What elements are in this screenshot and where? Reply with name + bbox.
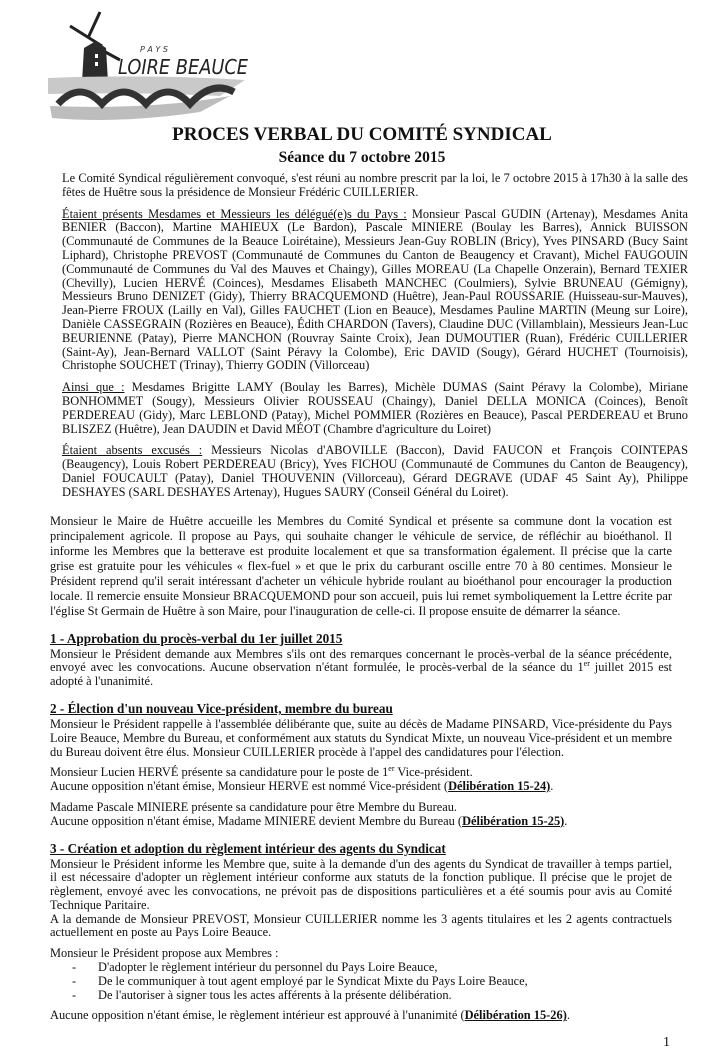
s2-p3-end: . — [564, 813, 568, 828]
section-3 — [50, 841, 672, 1024]
maire-paragraph: Monsieur le Maire de Huêtre accueille les Membres du Comité Syndical et présente sa commune dont la vocation est principalement agricole. Il propose au Pays, qui souhaite changer le véhicule de service, de réfléchir au bioéthanol. Il informe les Membres que la betterave est produite localement et que sa transformation également. Il précise que la carte grise est gratuite pour les véhicules « flex-fuel » et que le prix du carburant oscille entre 70 à 80 centimes. Monsieur le Président reprend qu'il serait intéressant d'acheter un véhicule hybride roulant au bioéthanol pour encourager la production locale. Il remercie ensuite Monsieur BRACQUEMOND pour son accueil, puis lui remet symboliquement la Lettre écrite par l'église St Germain de Huêtre à son Maire, pour l'inauguration de celle-ci. Il propose ensuite de démarrer la séance. — [50, 513, 672, 618]
page-subtitle: Séance du 7 octobre 2015 — [278, 149, 446, 166]
list-item-text: De l'autoriser à signer tous les actes afférents à la présente délibération. — [98, 987, 452, 1002]
list-item — [50, 975, 672, 989]
list-item — [50, 989, 672, 1003]
s1-text-b: juillet 2015 est adopté à l'unanimité. — [50, 660, 672, 689]
section-1 — [50, 631, 672, 689]
s2-p3-b: Aucune opposition n'étant émise, Madame MINIERE devient Membre du Bureau ( — [50, 813, 463, 828]
section-3-p4 — [50, 1009, 672, 1023]
section-2-heading: 2 - Élection d'un nouveau Vice-président, membre du bureau — [50, 700, 393, 716]
pays-loire-beauce-logo — [40, 8, 255, 123]
page-title: PROCES VERBAL DU COMITÉ SYNDICAL — [172, 124, 552, 145]
s2-p2-a: Monsieur Lucien HERVÉ présente sa candidature pour le poste de 1 — [50, 765, 389, 780]
s3-p4-end: . — [566, 1008, 570, 1023]
logo-name-text: LOIRE BEAUCE — [118, 55, 249, 79]
absents-label: Étaient absents excusés : — [62, 443, 203, 458]
presents-label: Étaient présents Mesdames et Messieurs les délégué(e)s du Pays : — [62, 206, 407, 221]
section-1-text — [50, 648, 672, 689]
list-item — [50, 961, 672, 975]
presents-list: Monsieur Pascal GUDIN (Artenay), Mesdames Anita BENIER (Baccon), Martine MAHIEUX (Le Bardon), Pascale MINIERE (Boulay les Barres), Annick BUISSON (Communauté de Communes de la Beauce Loirétaine), Messieurs Jean-Guy ROBLIN (Bricy), Yves PINSARD (Bucy Saint Liphard), Christophe PREVOST (Communauté de Communes du Canton de Beaugency et Cravant), Michel FAUGOUIN (Communauté de Communes du Val des Mauves et Chaingy), Gilles MOREAU (La Chapelle Onzerain), Bernard TEXIER (Chevilly), Lucien HERVÉ (Coinces), Mesdames Elisabeth MANCHEC (Coulmiers), Sylvie BRUNEAU (Gémigny), Messieurs Bruno DENIZET (Gidy), Thierry BRACQUEMOND (Huêtre), Jean-Paul ROUSSARIE (Huisseau-sur-Mauves), Jean-Pierre FROUX (Lailly en Val), Gilles FAUCHET (Lion en Beauce), Mesdames Pauline MARTIN (Meung sur Loire), Danièle CASSEGRAIN (Rozières en Beauce), Édith CHARDON (Tavers), Claudine DUC (Villamblain), Messieurs Jean-Luc BEURIENNE (Patay), Pierre MANCHON (Rouvray Sainte Croix), Jean DUMOUTIER (Ruan), Frédéric CUILLERIER (Saint-Ay), Jean-Bernard VALLOT (Saint Péravy la Colombe), Eric DAVID (Sougy), Gérard HUCHET (Tournoisis), Christophe SOUCHET (Trinay), Thierry GODIN (Villorceau) — [62, 206, 689, 373]
section-3-heading: 3 - Création et adoption du règlement intérieur des agents du Syndicat — [50, 840, 446, 856]
absents-list: Messieurs Nicolas d'ABOVILLE (Baccon), David FAUCON et François COINTEPAS (Beaugency), Louis Robert PERDEREAU (Bricy), Yves FICHOU (Communauté de Communes du Canton de Beaugency), Daniel FOUCAULT (Patay), Daniel THOUVENIN (Villorceau), Gérard DEGRAVE (UDAF 45 Saint Ay), Philippe DESHAYES (SARL DESHAYES Artenay), Hugues SAURY (Conseil Général du Loiret). — [62, 443, 688, 499]
s2-p2-c: Aucune opposition n'étant émise, Monsieur HERVE est nommé Vice-président ( — [50, 779, 449, 794]
section-2-p2 — [50, 766, 672, 794]
section-3-p1: Monsieur le Président informe les Membre que, suite à la demande d'un des agents du Syndicat de travailler à temps partiel, il est nécessaire d'adopter un règlement intérieur conforme aux statuts de la fonction publique. Il précise que le projet de règlement, envoyé avec les convocations, ne prévoit pas de dispositions particulières et a été soumis pour avis au Comité Technique Paritaire. — [50, 856, 672, 912]
page-number: 1 — [663, 1035, 670, 1051]
section-2 — [50, 701, 672, 829]
ainsi-que-list: Mesdames Brigitte LAMY (Boulay les Barres), Michèle DUMAS (Saint Péravy la Colombe), Miriane BONHOMMET (Sougy), Messieurs Olivier ROUSSEAU (Chaingy), Daniel DELLA MONICA (Coinces), Benoît PERDEREAU (Gidy), Marc LEBLOND (Patay), Michel POMMIER (Rozières en Beauce), Pascal PERDEREAU et Bruno BLISZEZ (Huêtre), Jean DAUDIN et David MÉOT (Chambre d'agriculture du Loiret) — [62, 380, 688, 436]
proposal-list — [50, 961, 672, 1002]
logo-pays-text: P A Y S — [140, 45, 168, 54]
section-1-heading: 1 - Approbation du procès-verbal du 1er juillet 2015 — [50, 630, 343, 646]
list-item-text: D'adopter le règlement intérieur du personnel du Pays Loire Beauce, — [98, 960, 438, 975]
s1-sup: er — [583, 659, 590, 669]
list-item-text: De le communiquer à tout agent employé par le Syndicat Mixte du Pays Loire Beauce, — [98, 973, 528, 988]
logo-graphic — [40, 8, 255, 123]
document-body — [0, 172, 724, 1061]
section-2-p1: Monsieur le Président rappelle à l'assemblée délibérante que, suite au décès de Madame PINSARD, Vice-présidente du Pays Loire Beauce, Membre du Bureau, et conformément aux statuts du Syndicat Mixte, un nouveau Vice-président et un membre du Bureau doivent être élus. Monsieur CUILLERIER procède à l'appel des candidatures pour l'élection. — [50, 716, 672, 759]
ainsi-que-label: Ainsi que : — [62, 380, 125, 395]
dash-bullet: - — [72, 960, 77, 975]
s1-text-a: Monsieur le Président demande aux Membres s'ils ont des remarques concernant le procès-verbal de la séance précédente, envoyé avec les convocations. Aucune observation n'étant formulée, le procès-verbal de la séance du 1 — [50, 646, 672, 675]
ainsi-que-paragraph — [62, 381, 688, 436]
deliberation-15-24: Délibération 15-24) — [448, 779, 551, 794]
presents-paragraph — [62, 208, 688, 374]
s2-p2-end: . — [550, 779, 554, 794]
s2-p2-sup: er — [388, 764, 395, 774]
section-2-p3 — [50, 801, 672, 829]
absents-paragraph — [62, 444, 688, 499]
s3-p4-text: Aucune opposition n'étant émise, le règlement intérieur est approuvé à l'unanimité ( — [50, 1008, 465, 1023]
dash-bullet: - — [72, 973, 77, 988]
deliberation-15-26: Délibération 15-26) — [464, 1008, 567, 1023]
section-3-p3: Monsieur le Président propose aux Membres : — [50, 946, 279, 961]
deliberation-15-25: Délibération 15-25) — [462, 813, 565, 828]
s2-p2-b: Vice-président. — [394, 765, 473, 780]
page-header — [0, 0, 724, 172]
section-3-p2: A la demande de Monsieur PREVOST, Monsieur CUILLERIER nomme les 3 agents titulaires et les 2 agents contractuels actuellement en poste au Pays Loire Beauce. — [50, 911, 672, 940]
s2-p3-a: Madame Pascale MINIERE présente sa candidature pour être Membre du Bureau. — [50, 799, 458, 814]
intro-paragraph: Le Comité Syndical régulièrement convoqué, s'est réuni au nombre prescrit par la loi, le 7 octobre 2015 à 17h30 à la salle des fêtes de Huêtre sous la présidence de Monsieur Frédéric CUILLERIER. — [62, 171, 688, 199]
dash-bullet: - — [72, 987, 77, 1002]
